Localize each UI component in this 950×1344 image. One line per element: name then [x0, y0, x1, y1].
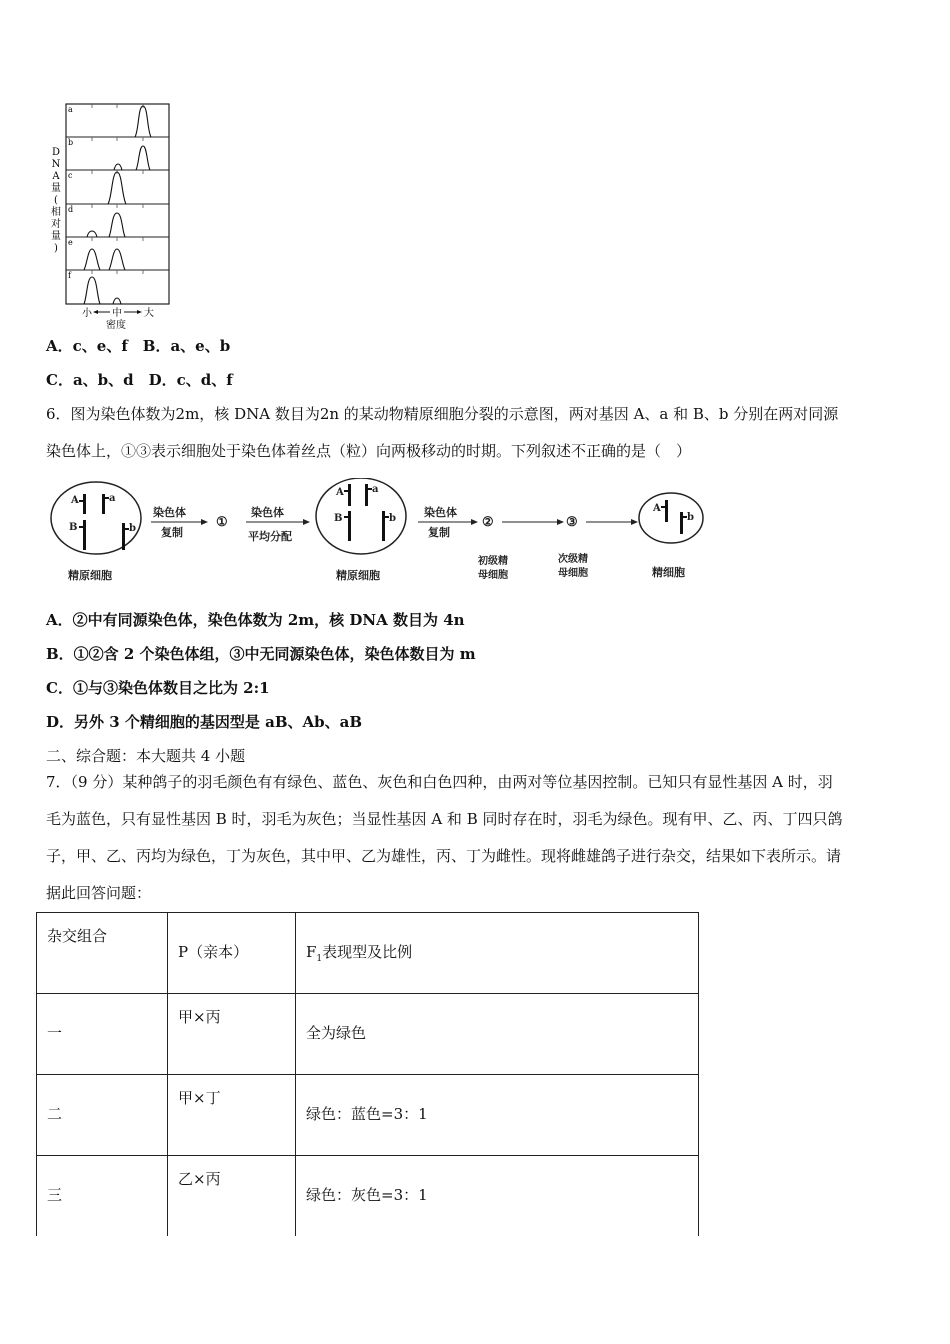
- header-cross-group: 杂交组合: [47, 927, 108, 945]
- x-axis-label: 密度: [106, 320, 126, 330]
- meiosis-diagram: [46, 478, 726, 588]
- svg-text:A: A: [336, 487, 344, 498]
- svg-text:e: e: [68, 238, 73, 247]
- meiosis-diagram-svg: [46, 478, 726, 588]
- svg-text:染色体: 染色体: [424, 506, 457, 519]
- q6-option-c: C．①与③染色体数目之比为 2:1: [46, 679, 270, 697]
- q7-stem-line4: 据此回答问题：: [46, 884, 152, 902]
- cross-results-table: [36, 912, 699, 1236]
- svg-text:B: B: [334, 513, 343, 524]
- svg-text:d: d: [68, 205, 74, 214]
- svg-text:b: b: [389, 513, 396, 524]
- svg-text:平均分配: 平均分配: [248, 530, 292, 543]
- svg-text:复制: 复制: [161, 526, 183, 539]
- svg-text:B: B: [69, 522, 78, 533]
- q7-stem-line2: 毛为蓝色，只有显性基因 B 时，羽毛为灰色；当显性基因 A 和 B 同时存在时，羽毛为绿色。现有甲、乙、丙、丁四只鸽: [46, 810, 843, 828]
- svg-text:a: a: [109, 493, 116, 504]
- spermatogonium-cell-1: [51, 482, 141, 554]
- svg-text:母细胞: 母细胞: [478, 570, 508, 581]
- header-f1-phenotype: $F_1$表现型及比例: [306, 943, 413, 964]
- q6-option-a: A．②中有同源染色体，染色体数为 2m，核 DNA 数目为 4n: [46, 611, 465, 629]
- y-axis-label: D N A 量(相对量): [51, 147, 61, 254]
- svg-text:a: a: [68, 105, 73, 114]
- table-row: 三 乙×丙 绿色：灰色=3：1: [37, 1156, 699, 1237]
- svg-text:b: b: [68, 138, 74, 147]
- svg-text:b: b: [687, 512, 694, 523]
- table-header-row: [37, 913, 699, 994]
- q6-stem-line2: 染色体上，①③表示细胞处于染色体着丝点（粒）向两极移动的时期。下列叙述不正确的是（ ）: [46, 442, 692, 460]
- q6-stem: [46, 396, 908, 470]
- svg-text:母细胞: 母细胞: [558, 568, 588, 579]
- q7-stem: [46, 764, 908, 912]
- dna-density-chart: [46, 100, 176, 330]
- table-row: 一 甲×丙 全为绿色: [37, 994, 699, 1075]
- svg-text:染色体: 染色体: [251, 506, 284, 519]
- svg-text:a: a: [372, 484, 379, 495]
- svg-text:c: c: [68, 171, 73, 180]
- q7-stem-line1: 7．（9 分）某种鸽子的羽毛颜色有有绿色、蓝色、灰色和白色四种，由两对等位基因控制。已知只有显性基因 A 时，羽: [46, 773, 833, 791]
- svg-text:初级精: 初级精: [478, 556, 508, 567]
- density-graph-svg: [46, 100, 176, 330]
- stage-1-marker: ①: [216, 515, 228, 530]
- stage-3-marker: ③: [566, 515, 578, 530]
- stage-2-marker: ②: [482, 515, 494, 530]
- q6-option-d: D．另外 3 个精细胞的基因型是 aB、Ab、aB: [46, 713, 363, 731]
- svg-text:复制: 复制: [428, 526, 450, 539]
- q7-stem-line3: 子，甲、乙、丙均为绿色，丁为灰色，其中甲、乙为雄性，丙、丁为雌性。现将雌雄鸽子进行杂交，结果如下表所示。请: [46, 847, 842, 865]
- x-tick-large: 大: [144, 308, 154, 319]
- svg-text:A: A: [71, 495, 79, 506]
- q6-option-b: B．①②含 2 个染色体组，③中无同源染色体，染色体数目为 m: [46, 645, 476, 663]
- table-row: 二 甲×丁 绿色：蓝色=3：1: [37, 1075, 699, 1156]
- cell3-label: 精细胞: [652, 566, 685, 579]
- svg-text:次级精: 次级精: [558, 554, 588, 565]
- x-tick-mid: 中: [112, 308, 122, 319]
- q5-options-line1: A．c、e、f B．a、e、b: [46, 337, 231, 355]
- svg-text:染色体: 染色体: [153, 506, 186, 519]
- svg-text:f: f: [68, 271, 71, 280]
- q6-stem-line1: 6．图为染色体数为2m，核 DNA 数目为2n 的某动物精原细胞分裂的示意图，两对基因 A、a 和 B、b 分别在两对同源: [46, 405, 839, 423]
- q5-options-line2: C．a、b、d D．c、d、f: [46, 371, 233, 389]
- svg-text:A: A: [653, 503, 661, 514]
- x-tick-small: 小: [82, 308, 92, 319]
- header-parents: P（亲本）: [178, 943, 249, 961]
- svg-text:b: b: [129, 523, 136, 534]
- section-2-heading: 二、综合题：本大题共 4 小题: [46, 747, 246, 765]
- cell2-label: 精原细胞: [336, 569, 380, 582]
- cell1-label: 精原细胞: [68, 569, 112, 582]
